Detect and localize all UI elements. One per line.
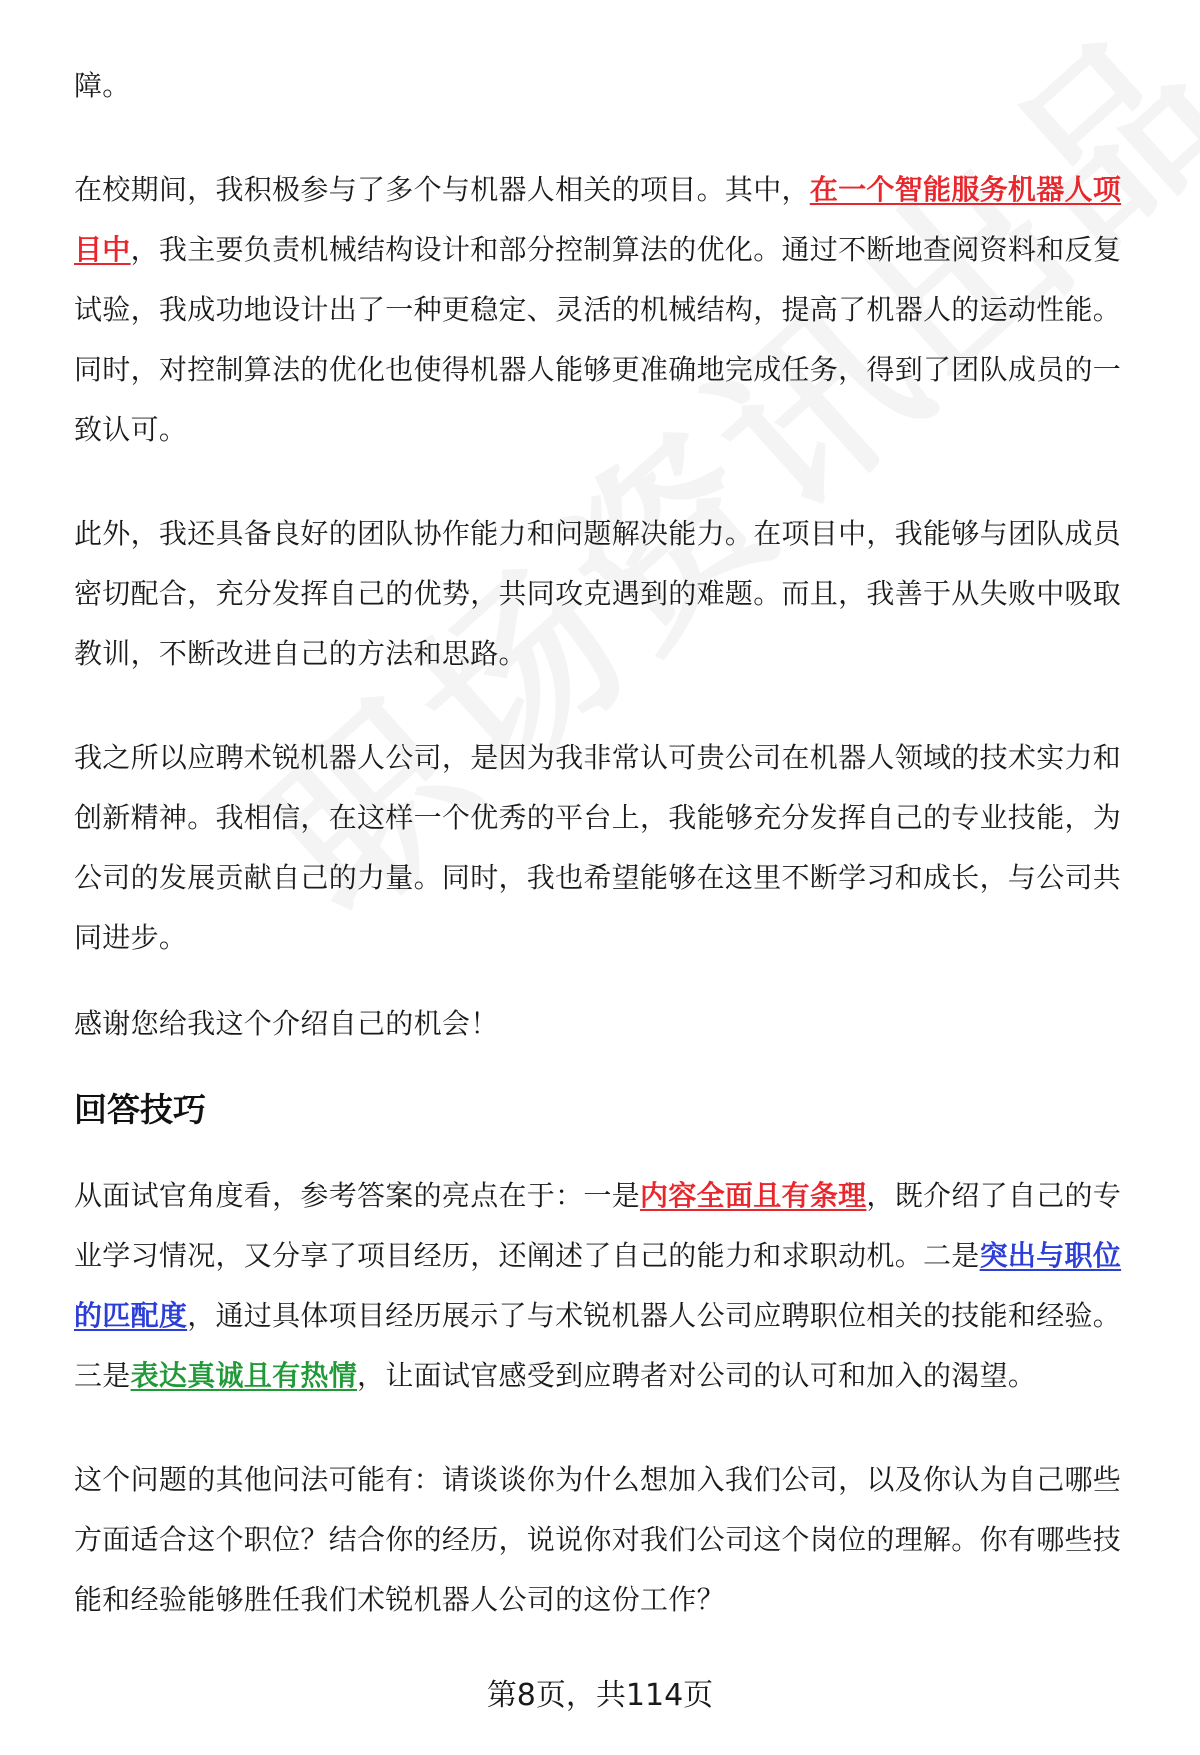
paragraph-answer-tips bbox=[74, 1166, 1146, 1406]
paragraph-school-projects bbox=[74, 160, 1146, 460]
paragraph-application-reason: 我之所以应聘术锐机器人公司，是因为我非常认可贵公司在机器人领域的技术实力和创新精神。我相信，在这样一个优秀的平台上，我能够充分发挥自己的专业技能，为公司的发展贡献自己的力量。同时，我也希望能够在这里不断学习和成长，与公司共同进步。 bbox=[74, 741, 1122, 954]
section-heading: 回答技巧 bbox=[74, 1090, 206, 1129]
highlight-project: 在一个智能服务机器人项目中 bbox=[74, 173, 1122, 266]
paragraph-text: 从面试官角度看，参考答案的亮点在于：一是 bbox=[74, 1179, 641, 1212]
document-page bbox=[74, 56, 1146, 1630]
paragraph-text: ，既介绍了自己的专业学习情况，又分享了项目经历，还阐述了自己的能力和求职动机。二是 bbox=[74, 1179, 1122, 1272]
paragraph-text: ，通过具体项目经历展示了与术锐机器人公司应聘职位相关的技能和经验。三是 bbox=[74, 1299, 1122, 1392]
highlight-point-2: 突出与职位的匹配度 bbox=[74, 1239, 1122, 1332]
paragraph-text: ，让面试官感受到应聘者对公司的认可和加入的渴望。 bbox=[357, 1359, 1037, 1392]
paragraph-teamwork: 此外，我还具备良好的团队协作能力和问题解决能力。在项目中，我能够与团队成员密切配合，充分发挥自己的优势，共同攻克遇到的难题。而且，我善于从失败中吸取教训，不断改进自己的方法和思路。 bbox=[74, 517, 1122, 670]
paragraph-thanks: 感谢您给我这个介绍自己的机会！ bbox=[74, 1007, 499, 1040]
paragraph-continuation: 障。 bbox=[74, 69, 131, 102]
paragraph-text: 在校期间，我积极参与了多个与机器人相关的项目。其中， bbox=[74, 173, 810, 206]
paragraph-text: ，我主要负责机械结构设计和部分控制算法的优化。通过不断地查阅资料和反复试验，我成功地设计出了一种更稳定、灵活的机械结构，提高了机器人的运动性能。同时，对控制算法的优化也使得机器人能够更准确地完成任务，得到了团队成员的一致认可。 bbox=[74, 233, 1122, 446]
paragraph-other-questions: 这个问题的其他问法可能有：请谈谈你为什么想加入我们公司，以及你认为自己哪些方面适合这个职位？结合你的经历，说说你对我们公司这个岗位的理解。你有哪些技能和经验能够胜任我们术锐机器人公司的这份工作？ bbox=[74, 1463, 1122, 1616]
highlight-point-1: 内容全面且有条理 bbox=[640, 1179, 867, 1212]
page-number: 第8页，共114页 bbox=[486, 1678, 714, 1713]
highlight-point-3: 表达真诚且有热情 bbox=[130, 1359, 358, 1392]
